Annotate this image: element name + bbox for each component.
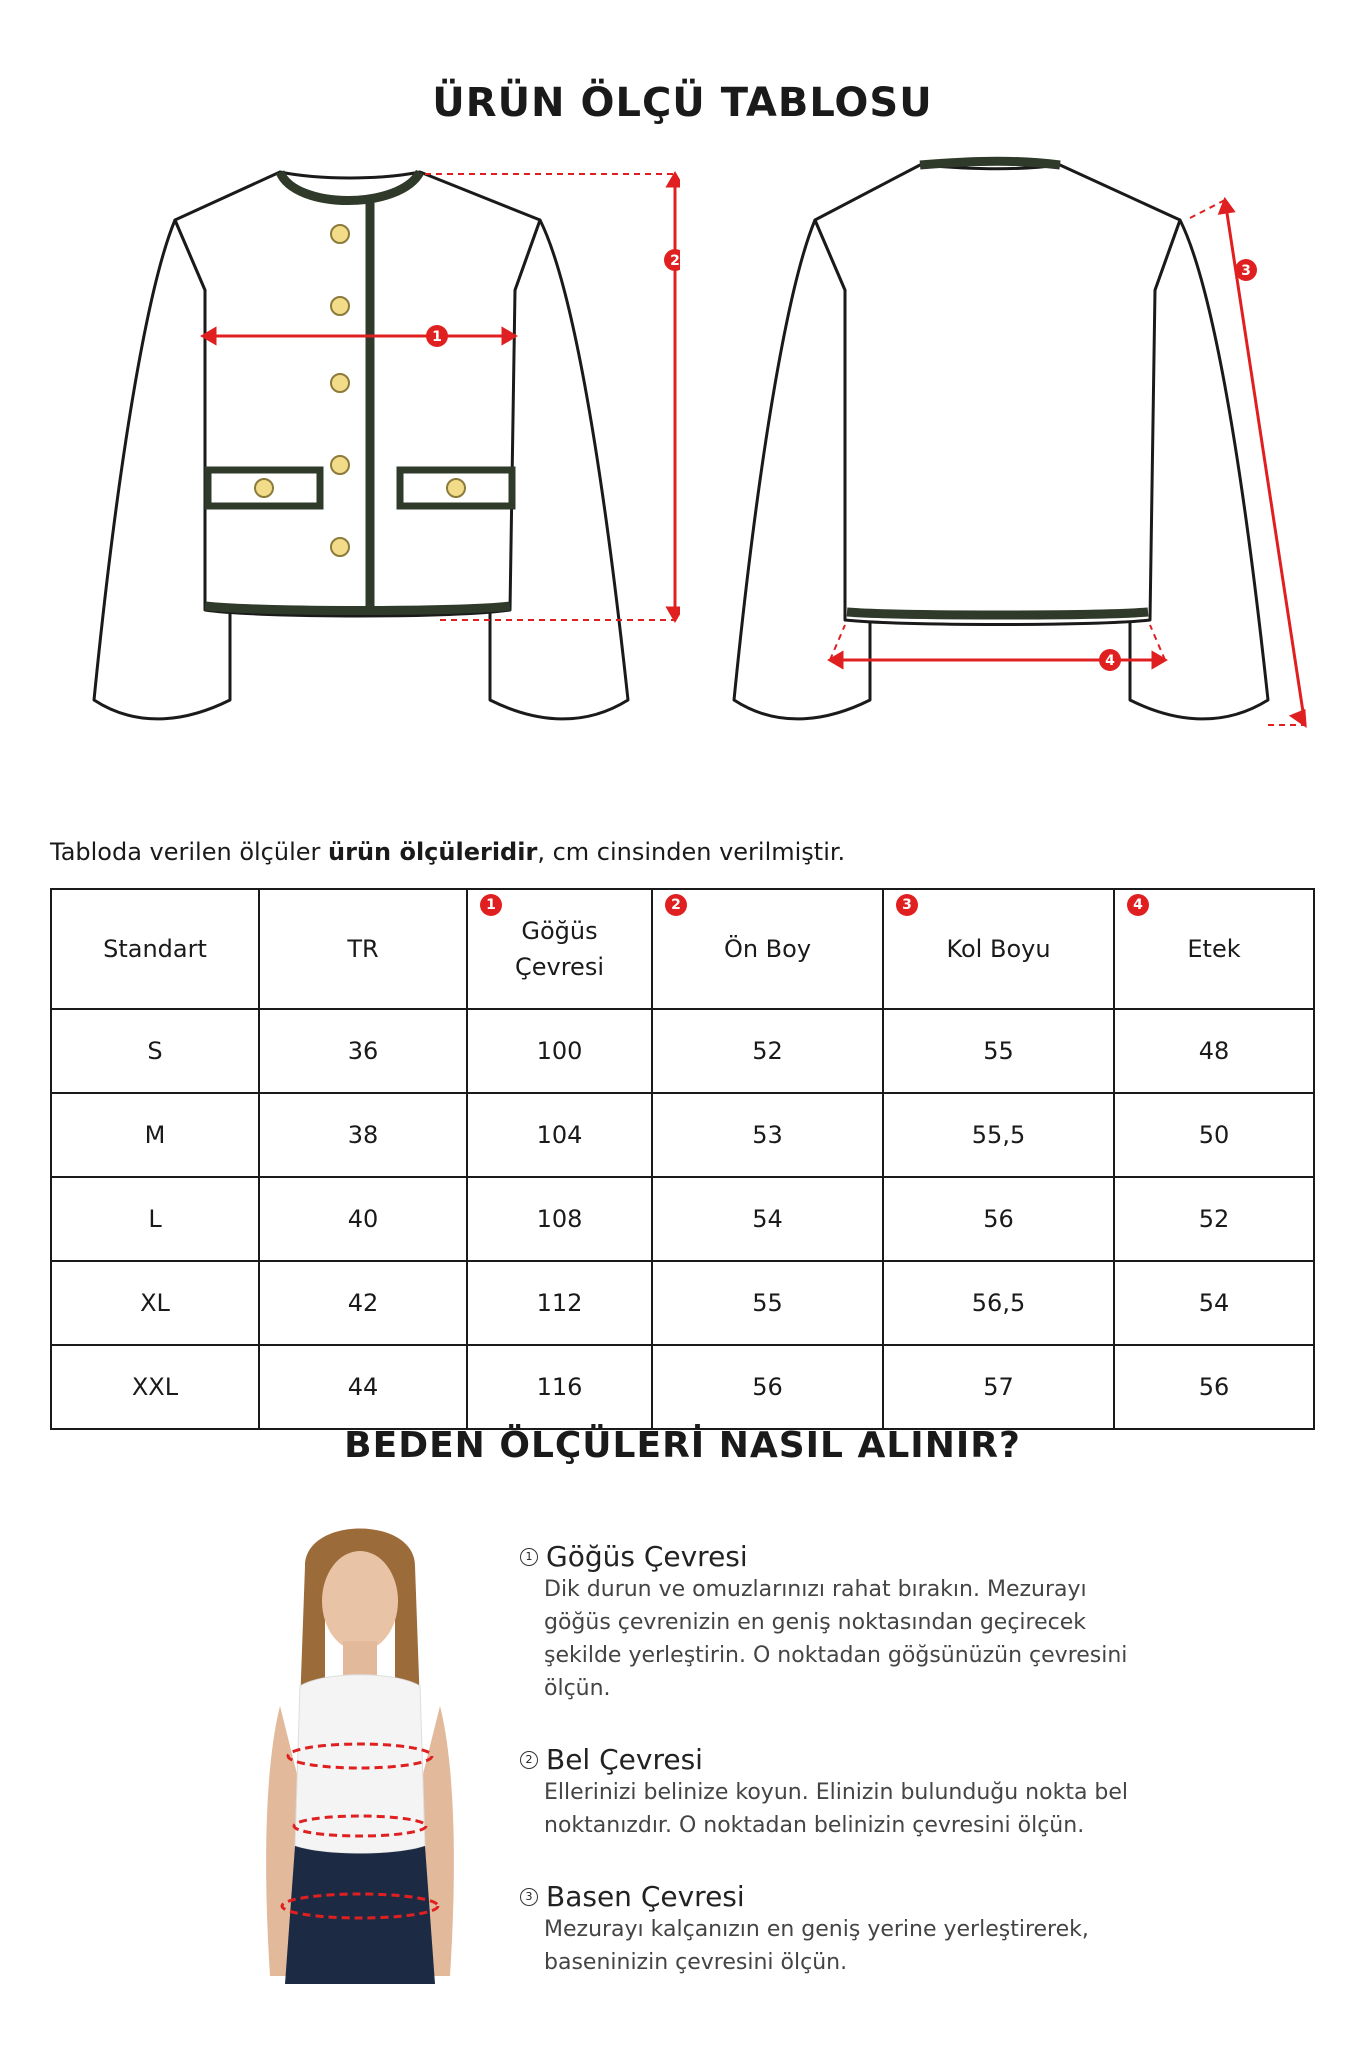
table-cell: 56 [1114,1345,1314,1429]
table-cell: 104 [467,1093,652,1177]
header-badge: 2 [665,894,687,916]
header-badge: 3 [896,894,918,916]
table-cell: XL [51,1261,259,1345]
table-cell: 52 [652,1009,883,1093]
table-cell: XXL [51,1345,259,1429]
table-cell: 56,5 [883,1261,1114,1345]
table-cell: 55 [652,1261,883,1345]
jacket-front-drawing [80,140,680,760]
table-cell: 56 [652,1345,883,1429]
table-intro: Tabloda verilen ölçüler ürün ölçüleridir, cm cinsinden verilmiştir. [50,838,846,866]
table-cell: 53 [652,1093,883,1177]
table-header-cell [1114,889,1314,1009]
page-title: ÜRÜN ÖLÇÜ TABLOSU [432,80,933,126]
svg-text:3: 3 [1241,263,1251,279]
table-cell: 36 [259,1009,467,1093]
header-badge: 1 [480,894,502,916]
step-text: Mezurayı kalçanızın en geniş yerine yerleştirerek, baseninizin çevresini ölçün. [544,1917,1089,1975]
table-cell: 52 [1114,1177,1314,1261]
step-title: Bel Çevresi [546,1743,703,1776]
table-row [51,1009,1314,1093]
table-header-cell [259,889,467,1009]
table-cell: 40 [259,1177,467,1261]
step-number: 2 [520,1751,538,1769]
table-header-cell [883,889,1114,1009]
intro-bold: ürün ölçüleridir [328,838,538,866]
model-photo [245,1506,475,1984]
step-text: Dik durun ve omuzlarınızı rahat bırakın. Mezurayı göğüs çevrenizin en geniş noktasından geçirecek şekilde yerleştirin. O noktadan göğsünüzün çevresini ölçün. [544,1577,1128,1701]
table-row [51,1261,1314,1345]
header-label: Kol Boyu [946,935,1051,963]
table-row [51,1177,1314,1261]
size-table [50,888,1315,1430]
table-cell: 116 [467,1345,652,1429]
step-number: 1 [520,1548,538,1566]
guide-title: BEDEN ÖLÇÜLERİ NASIL ALINIR? [344,1425,1021,1466]
table-cell: 50 [1114,1093,1314,1177]
step-title: Basen Çevresi [546,1880,745,1913]
table-header-cell [652,889,883,1009]
table-cell: 42 [259,1261,467,1345]
svg-text:1: 1 [432,329,442,345]
step-heading [520,1540,1140,1573]
marker-4 [1099,649,1121,671]
header-label: Ön Boy [723,935,812,963]
measure-steps [520,1540,1140,2017]
step-heading [520,1880,1140,1913]
step-text: Ellerinizi belinize koyun. Elinizin bulunduğu nokta bel noktanızdır. O noktadan belinizin çevresini ölçün. [544,1780,1129,1838]
table-row [51,1345,1314,1429]
step-heading [520,1743,1140,1776]
svg-text:2: 2 [670,253,680,269]
measure-step [520,1540,1140,1705]
table-cell: 108 [467,1177,652,1261]
table-header-row [51,889,1314,1009]
header-badge: 4 [1127,894,1149,916]
table-cell: 38 [259,1093,467,1177]
step-number: 3 [520,1888,538,1906]
table-row [51,1093,1314,1177]
marker-2 [664,249,680,271]
table-cell: M [51,1093,259,1177]
table-cell: 54 [1114,1261,1314,1345]
header-label: TR [347,935,379,963]
marker-1 [426,325,448,347]
measure-step [520,1880,1140,1979]
table-header-cell [51,889,259,1009]
table-cell: 112 [467,1261,652,1345]
table-cell: 55,5 [883,1093,1114,1177]
table-cell: 44 [259,1345,467,1429]
table-cell: S [51,1009,259,1093]
jacket-back-drawing [720,140,1320,760]
measure-step [520,1743,1140,1842]
table-cell: L [51,1177,259,1261]
table-cell: 54 [652,1177,883,1261]
step-title: Göğüs Çevresi [546,1540,748,1573]
table-cell: 56 [883,1177,1114,1261]
header-label: Göğüs Çevresi [514,917,604,981]
table-cell: 57 [883,1345,1114,1429]
svg-text:4: 4 [1105,653,1115,669]
table-cell: 55 [883,1009,1114,1093]
marker-3 [1235,259,1257,281]
header-label: Etek [1187,935,1241,963]
header-label: Standart [103,935,207,963]
table-cell: 48 [1114,1009,1314,1093]
table-cell: 100 [467,1009,652,1093]
table-header-cell [467,889,652,1009]
